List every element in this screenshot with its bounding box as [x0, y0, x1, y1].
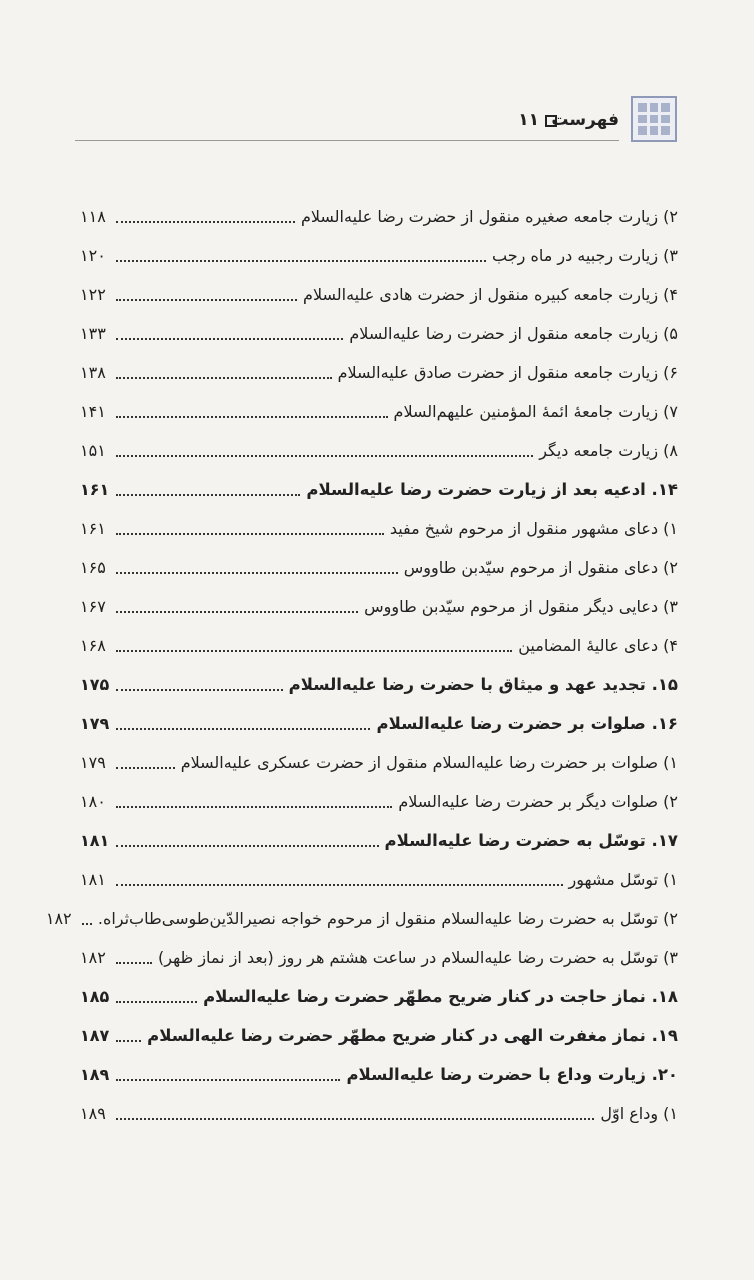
toc-entry-label: ۱) صلوات بر حضرت رضا علیه‌السلام منقول از حضرت عسکری علیه‌السلام — [180, 753, 678, 772]
toc-entry[interactable] — [80, 1094, 678, 1133]
toc-entry-page: ۱۷۹ — [80, 714, 110, 733]
toc-entry-label: ۷) زیارت جامعهٔ ائمهٔ المؤمنین علیهم‌السلام — [393, 402, 678, 421]
toc-leader-dots — [116, 416, 388, 418]
toc-entry-page: ۱۲۲ — [80, 285, 106, 304]
toc-leader-dots — [116, 338, 343, 340]
toc-entry-label: ۲) زیارت جامعه صغیره منقول از حضرت رضا علیه‌السلام — [300, 207, 678, 226]
toc-entry-page: ۱۷۵ — [80, 675, 110, 694]
toc-leader-dots — [116, 728, 370, 730]
toc-entry[interactable] — [80, 509, 678, 548]
toc-entry[interactable] — [80, 665, 678, 704]
toc-entry[interactable] — [80, 236, 678, 275]
toc-entry-page: ۱۷۹ — [80, 753, 106, 772]
header-rule — [75, 140, 619, 141]
toc-entry-label: ۳) توسّل به حضرت رضا علیه‌السلام در ساعت هشتم هر روز (بعد از نماز ظهر) — [158, 948, 678, 967]
toc-entry-page: ۱۳۸ — [80, 363, 106, 382]
toc-entry-label: ۲) توسّل به حضرت رضا علیه‌السلام منقول از مرحوم خواجه نصیرالدّین‌طوسی‌طاب‌ثراه. — [97, 909, 678, 928]
toc-entry-label: ۱۸. نماز حاجت در کنار ضریح مطهّر حضرت رضا علیه‌السلام — [203, 987, 678, 1006]
toc-entry-label: ۲۰. زیارت وداع با حضرت رضا علیه‌السلام — [346, 1065, 678, 1084]
toc-entry-label: ۱) دعای مشهور منقول از مرحوم شیخ مفید — [389, 519, 678, 538]
toc-entry-page: ۱۵۱ — [80, 441, 106, 460]
toc-entry[interactable] — [80, 197, 678, 236]
toc-entry-label: ۳) زیارت رجبیه در ماه رجب — [492, 246, 678, 265]
toc-leader-dots — [116, 377, 332, 379]
toc-leader-dots — [116, 572, 398, 574]
toc-entry-page: ۱۶۵ — [80, 558, 106, 577]
toc-entry[interactable] — [80, 626, 678, 665]
toc-leader-dots — [116, 806, 392, 808]
toc-entry-label: ۱۴. ادعیه بعد از زیارت حضرت رضا علیه‌السلام — [306, 480, 678, 499]
toc-entry-label: ۲) دعای منقول از مرحوم سیّدبن طاووس — [403, 558, 678, 577]
toc-leader-dots — [82, 923, 92, 925]
toc-entry-page: ۱۳۳ — [80, 324, 106, 343]
toc-leader-dots — [116, 221, 295, 223]
toc-entry-page: ۱۸۷ — [80, 1026, 110, 1045]
toc-leader-dots — [116, 650, 512, 652]
toc-leader-dots — [116, 1079, 340, 1081]
publisher-logo-icon — [631, 96, 677, 142]
toc-entry[interactable] — [80, 860, 678, 899]
toc-leader-dots — [116, 611, 358, 613]
toc-leader-dots — [116, 260, 486, 262]
toc-entry-label: ۱) وداع اوّل — [600, 1104, 678, 1123]
toc-entry[interactable] — [80, 704, 678, 743]
toc-leader-dots — [116, 767, 175, 769]
toc-leader-dots — [116, 689, 283, 691]
toc-entry-page: ۱۱۸ — [80, 207, 106, 226]
toc-entry[interactable] — [80, 1016, 678, 1055]
toc-entry[interactable] — [80, 1055, 678, 1094]
toc-entry-label: ۸) زیارت جامعه دیگر — [539, 441, 678, 460]
toc-leader-dots — [116, 455, 533, 457]
toc-leader-dots — [116, 1040, 141, 1042]
toc-entry-label: ۱۶. صلوات بر حضرت رضا علیه‌السلام — [376, 714, 678, 733]
toc-leader-dots — [116, 494, 300, 496]
separator-square-icon — [545, 115, 557, 127]
toc-entry[interactable] — [80, 392, 678, 431]
toc-entry[interactable] — [80, 548, 678, 587]
toc-entry-page: ۱۸۵ — [80, 987, 110, 1006]
toc-entry[interactable] — [80, 470, 678, 509]
toc-entry-label: ۶) زیارت جامعه منقول از حضرت صادق علیه‌السلام — [337, 363, 678, 382]
toc-entry[interactable] — [80, 431, 678, 470]
page-header — [75, 96, 675, 144]
toc-entry-label: ۱۵. تجدید عهد و میثاق با حضرت رضا علیه‌السلام — [288, 675, 678, 694]
toc-entry-label: ۱۹. نماز مغفرت الهی در کنار ضریح مطهّر حضرت رضا علیه‌السلام — [147, 1026, 678, 1045]
toc-entry-page: ۱۸۹ — [80, 1104, 106, 1123]
toc-leader-dots — [116, 1001, 197, 1003]
toc-entry-page: ۱۶۱ — [80, 519, 106, 538]
toc-entry-page: ۱۶۷ — [80, 597, 106, 616]
toc-entry[interactable] — [80, 353, 678, 392]
toc-entry-page: ۱۸۱ — [80, 831, 110, 850]
toc-entry-page: ۱۴۱ — [80, 402, 106, 421]
table-of-contents — [45, 197, 678, 1133]
toc-entry-label: ۴) زیارت جامعه کبیره منقول از حضرت هادی علیه‌السلام — [303, 285, 678, 304]
toc-entry[interactable] — [80, 821, 678, 860]
toc-entry-label: ۲) صلوات دیگر بر حضرت رضا علیه‌السلام — [398, 792, 678, 811]
toc-entry-label: ۵) زیارت جامعه منقول از حضرت رضا علیه‌السلام — [349, 324, 678, 343]
toc-entry-page: ۱۸۲ — [80, 948, 106, 967]
toc-leader-dots — [116, 1118, 594, 1120]
toc-entry[interactable] — [80, 587, 678, 626]
toc-leader-dots — [116, 299, 297, 301]
toc-entry-page: ۱۲۰ — [80, 246, 106, 265]
toc-entry-page: ۱۶۱ — [80, 480, 110, 499]
toc-leader-dots — [116, 533, 384, 535]
toc-entry-page: ۱۶۸ — [80, 636, 106, 655]
toc-entry-page: ۱۸۰ — [80, 792, 106, 811]
toc-entry[interactable] — [80, 314, 678, 353]
toc-entry-label: ۳) دعایی دیگر منقول از مرحوم سیّدبن طاووس — [364, 597, 678, 616]
toc-entry[interactable] — [80, 938, 678, 977]
toc-entry-page: ۱۸۱ — [80, 870, 106, 889]
toc-entry[interactable] — [80, 743, 678, 782]
toc-leader-dots — [116, 884, 563, 886]
toc-entry-page: ۱۸۲ — [45, 909, 72, 928]
toc-entry[interactable] — [80, 275, 678, 314]
toc-entry[interactable] — [80, 977, 678, 1016]
toc-entry-label: ۴) دعای عالیهٔ المضامین — [518, 636, 678, 655]
page-title: فهرست — [551, 110, 619, 130]
toc-entry-label: ۱) توسّل مشهور — [568, 870, 678, 889]
page-number: ۱۱ — [518, 110, 539, 130]
toc-leader-dots — [116, 845, 379, 847]
toc-entry[interactable] — [80, 782, 678, 821]
toc-entry[interactable] — [45, 899, 678, 938]
toc-entry-page: ۱۸۹ — [80, 1065, 110, 1084]
toc-entry-label: ۱۷. توسّل به حضرت رضا علیه‌السلام — [384, 831, 678, 850]
toc-leader-dots — [116, 962, 152, 964]
